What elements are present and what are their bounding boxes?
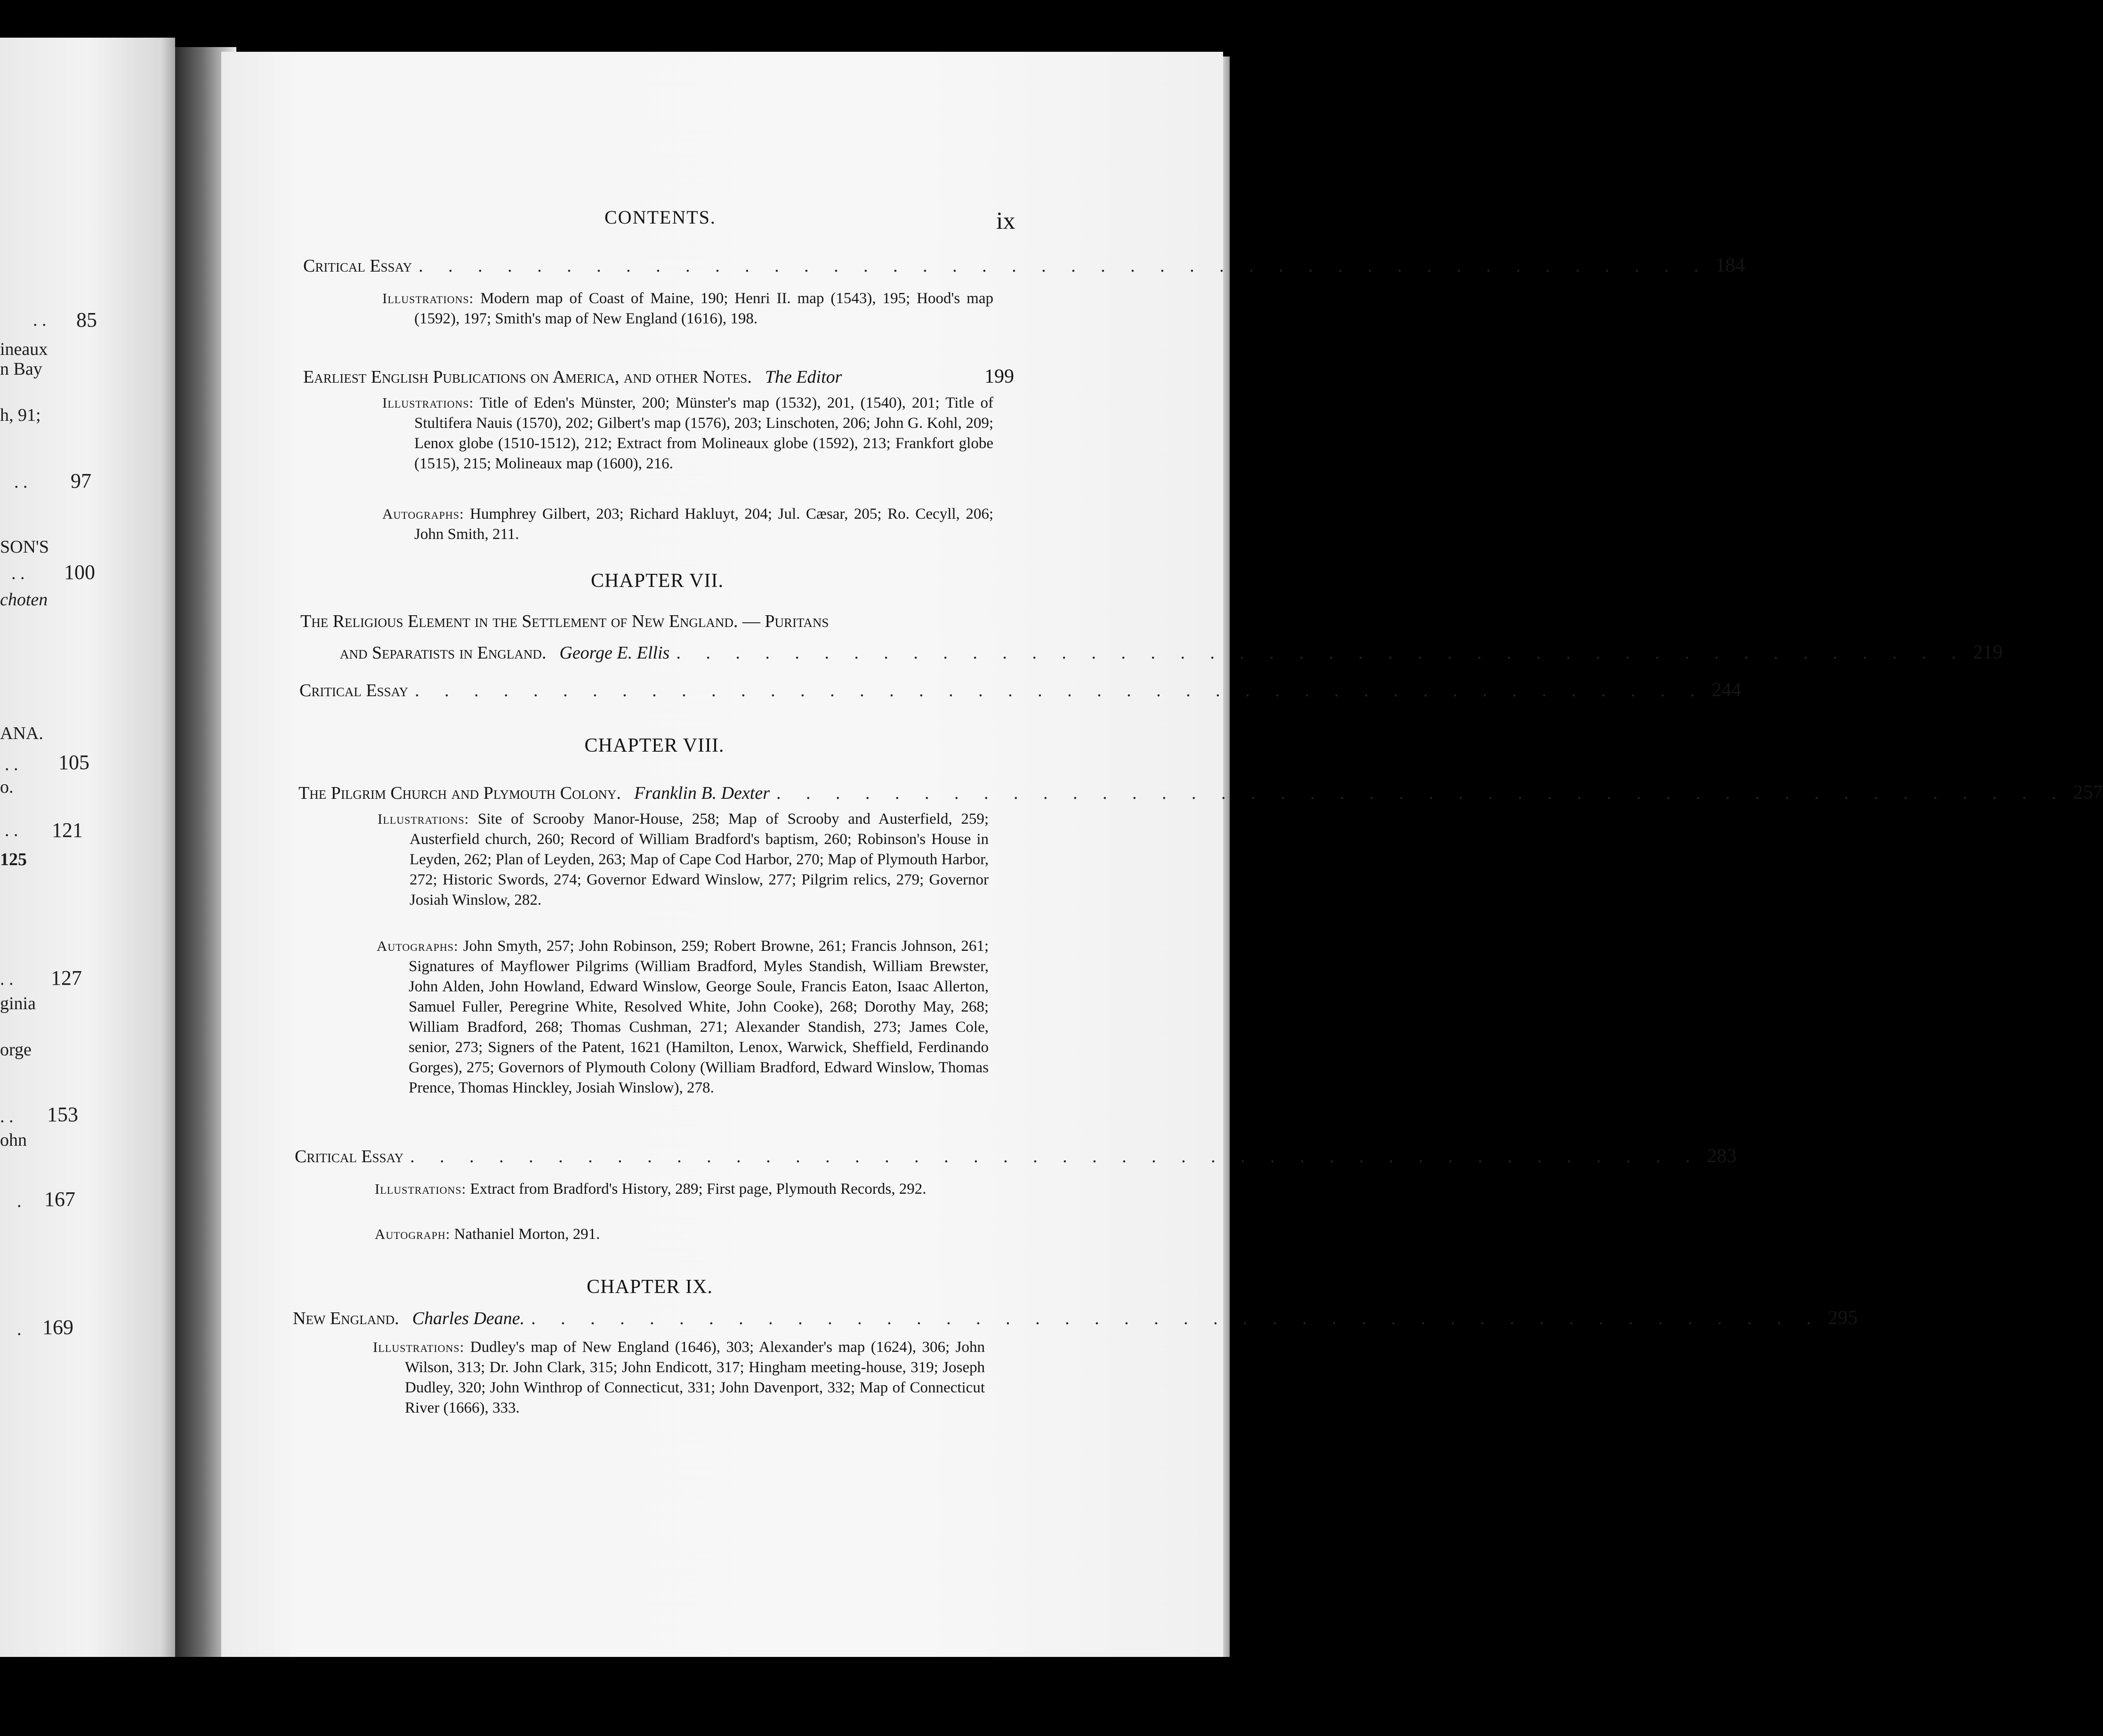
page-header-number: ix — [996, 208, 1015, 234]
left-page-number: 121 — [52, 819, 83, 842]
scan-background — [0, 1657, 1290, 1736]
entry-author: George E. Ellis — [559, 643, 670, 663]
toc-entry — [340, 641, 2003, 664]
left-page — [0, 38, 175, 1657]
entry-page-number: 244 — [1711, 679, 1741, 701]
left-text-fragment: n Bay — [0, 359, 42, 379]
entry-title: Critical Essay — [295, 1147, 404, 1166]
dot-leader: . . . . . . . . . . . . . . . . . . . . . . . . . . . . . . . . . . . . . . . . . . . . — [776, 783, 2067, 803]
toc-entry — [299, 679, 1741, 701]
illustrations-note: Illustrations: Site of Scrooby Manor-House, 258; Map of Scrooby and Austerfield, 259; Austerfield church, 260; Record of William Bradford's baptism, 260; Robinson's House in Leyden, 262; Plan of Leyden, 263; Map of Cape Cod Harbor, 270; Map of Plymouth Harbor, 272; Historic Swords, 274; Governor Edward Winslow, 277; Pilgrim relics, 279; Governor Josiah Winslow, 282. — [378, 811, 989, 908]
left-text-fragment: ANA. — [0, 723, 43, 743]
left-text-fragment: o. — [0, 777, 14, 797]
note-label: Autograph: — [375, 1226, 451, 1242]
illustrations-note: Illustrations: Dudley's map of New England (1646), 303; Alexander's map (1624), 306; John Wilson, 313; Dr. John Clark, 315; John Endicott, 317; Hingham meeting-house, 319; Joseph Dudley, 320; John Winthrop of Connecticut, 331; John Davenport, 332; Map of Connecticut River (1666), 333. — [373, 1339, 985, 1416]
entry-title-line: and Separatists in England. — [340, 643, 547, 663]
illustrations-note: Illustrations: Extract from Bradford's History, 289; First page, Plymouth Records, 292. — [375, 1181, 927, 1198]
left-dots: . . — [5, 755, 18, 774]
left-dots: . . — [11, 563, 25, 583]
note-label: Illustrations: — [382, 394, 474, 411]
entry-title: Critical Essay — [303, 256, 412, 276]
left-dots: . . — [0, 1107, 14, 1126]
entry-page-number: 219 — [1973, 642, 2003, 663]
left-dots: . — [17, 1191, 22, 1211]
left-dots: . — [17, 1319, 22, 1339]
entry-title: Critical Essay — [299, 681, 409, 700]
left-page-number: 97 — [71, 469, 91, 492]
entry-title-line: The Religious Element in the Settlement of New England. — Puritans — [300, 611, 829, 631]
left-dots: . . — [33, 310, 47, 330]
entry-page-number: 184 — [1715, 255, 1745, 276]
toc-entry — [298, 781, 2103, 804]
left-page-number: 127 — [51, 966, 82, 989]
toc-entry — [303, 365, 1014, 388]
entry-page-number: 283 — [1707, 1145, 1737, 1167]
toc-entry — [300, 608, 969, 635]
illustrations-note: Illustrations: Modern map of Coast of Maine, 190; Henri II. map (1543), 195; Hood's map (1592), 197; Smith's map of New England (1616), 198. — [382, 290, 993, 327]
left-page-number: 100 — [64, 561, 95, 584]
left-text-fragment: choten — [0, 590, 48, 610]
entry-author: The Editor — [765, 367, 842, 387]
chapter-heading: CHAPTER VIII. — [584, 735, 725, 756]
left-page-number: 169 — [42, 1316, 73, 1339]
dot-leader: . . . . . . . . . . . . . . . . . . . . . . . . . . . . . . . . . . . . . . . . . . . . — [415, 681, 1705, 700]
left-text-fragment: ginia — [0, 994, 36, 1013]
autographs-note: Autographs: John Smyth, 257; John Robinson, 259; Robert Browne, 261; Francis Johnson, 261; Signatures of Mayflower Pilgrims (William Bradford, Myles Standish, William Brewster, John Alden, John Howland, Edward Winslow, George Soule, Francis Eaton, Isaac Allerton, Samuel Fuller, Peregrine White, Resolved White, John Cooke), 268; Dorothy May, 268; William Bradford, 268; Thomas Cushman, 271; Alexander Standish, 273; James Cole, senior, 273; Signers of the Patent, 1621 (Hamilton, Lenox, Warwick, Sheffield, Ferdinando Gorges), 275; Governors of Plymouth Colony (William Bradford, Edward Winslow, Thomas Prence, Thomas Hinckley, Josiah Winslow), 278. — [377, 938, 989, 1096]
dot-leader: . . . . . . . . . . . . . . . . . . . . . . . . . . . . . . . . . . . . . . . . . . . . — [419, 256, 1709, 276]
toc-entry — [295, 1145, 1737, 1167]
note-label: Autographs: — [382, 506, 464, 522]
left-text-fragment: SON'S — [0, 537, 49, 557]
toc-entry — [303, 254, 1745, 277]
autograph-note: Autograph: Nathaniel Morton, 291. — [375, 1226, 600, 1243]
left-text-fragment: ineaux — [0, 339, 48, 359]
page-header-title: CONTENTS. — [604, 207, 716, 228]
note-label: Illustrations: — [375, 1181, 467, 1197]
entry-page-number: 295 — [1828, 1307, 1858, 1329]
entry-title: The Pilgrim Church and Plymouth Colony. — [298, 783, 621, 803]
page-edge — [1223, 56, 1230, 1666]
entry-page-number: 199 — [984, 366, 1014, 387]
left-page-number: 167 — [44, 1188, 75, 1211]
chapter-heading: CHAPTER IX. — [587, 1276, 713, 1298]
entry-author: Charles Deane. — [412, 1309, 525, 1328]
note-label: Autographs: — [377, 938, 459, 954]
entry-title: New England. — [293, 1309, 399, 1328]
chapter-heading: CHAPTER VII. — [591, 570, 724, 592]
left-dots: . . — [0, 969, 14, 989]
left-dots: . . — [5, 820, 18, 840]
dot-leader: . . . . . . . . . . . . . . . . . . . . . . . . . . . . . . . . . . . . . . . . . . . . — [410, 1147, 1700, 1166]
left-text-fragment: ohn — [0, 1130, 27, 1150]
dot-leader: . . . . . . . . . . . . . . . . . . . . . . . . . . . . . . . . . . . . . . . . . . . . — [531, 1309, 1821, 1328]
toc-entry — [293, 1307, 1858, 1329]
left-text-fragment: orge — [0, 1040, 32, 1060]
entry-page-number: 257 — [2073, 782, 2103, 804]
entry-title: Earliest English Publications on America, and other Notes. — [303, 367, 752, 387]
entry-author: Franklin B. Dexter — [634, 783, 770, 803]
note-label: Illustrations: — [382, 290, 474, 306]
left-page-number: 153 — [47, 1103, 78, 1126]
left-text-fragment: h, 91; — [0, 405, 41, 425]
note-label: Illustrations: — [373, 1339, 465, 1355]
left-dots: . . — [14, 472, 28, 492]
left-page-number: 85 — [76, 308, 97, 331]
left-page-number: 105 — [58, 751, 89, 774]
autographs-note: Autographs: Humphrey Gilbert, 203; Richard Hakluyt, 204; Jul. Cæsar, 205; Ro. Cecyll, 206; John Smith, 211. — [382, 506, 993, 543]
note-label: Illustrations: — [378, 811, 469, 827]
dot-leader: . . . . . . . . . . . . . . . . . . . . . . . . . . . . . . . . . . . . . . . . . . . . — [676, 643, 1966, 663]
illustrations-note: Illustrations: Title of Eden's Münster, 200; Münster's map (1532), 201, (1540), 201; Title of Stultifera Nauis (1570), 202; Gilbert's map (1576), 203; Linschoten, 206; John G. Kohl, 209; Lenox globe (1510-1512), 212; Extract from Molineaux globe (1592), 213; Frankfort globe (1515), 215; Molineaux map (1600), 216. — [382, 394, 993, 472]
left-text-fragment: 125 — [0, 850, 27, 869]
